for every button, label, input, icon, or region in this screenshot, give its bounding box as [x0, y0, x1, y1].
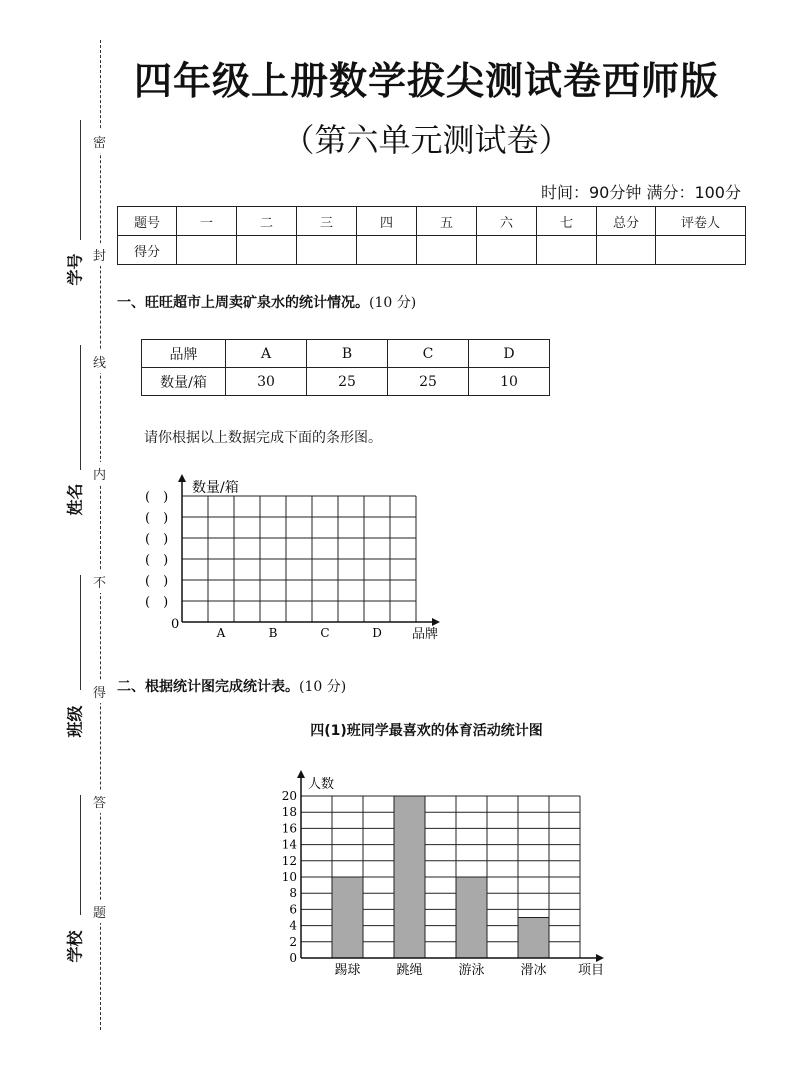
score-input-cell[interactable] — [597, 236, 656, 265]
blank-y-arrow — [178, 474, 186, 482]
section1-points: (10 分) — [369, 295, 417, 311]
time-info: 时间：90分钟 满分：100分 — [541, 183, 741, 202]
blank-tick-placeholder[interactable]: ( ) — [145, 574, 169, 589]
binding-field-line — [80, 345, 81, 470]
score-cell: 一 — [177, 207, 237, 236]
sports-bar-chart — [270, 768, 615, 983]
chart-y-tick-label: 6 — [289, 902, 297, 917]
score-cell: 三 — [297, 207, 357, 236]
score-table — [117, 206, 746, 265]
chart-y-arrow — [297, 770, 305, 778]
binding-margin-char: 得 — [93, 680, 106, 703]
section1-data-table — [141, 339, 550, 396]
blank-tick-placeholder[interactable]: ( ) — [145, 553, 169, 568]
page-subtitle: （第六单元测试卷） — [282, 121, 571, 159]
binding-margin-char: 不 — [93, 570, 106, 593]
blank-category-label: B — [268, 626, 278, 640]
score-input-cell[interactable] — [177, 236, 237, 265]
chart-y-tick-label: 2 — [289, 934, 297, 949]
binding-margin-char: 答 — [93, 790, 106, 813]
blank-chart-xlabel: 品牌 — [412, 627, 439, 642]
blank-x-arrow — [432, 618, 440, 626]
score-input-cell[interactable] — [477, 236, 537, 265]
score-cell: 七 — [537, 207, 597, 236]
score-input-cell[interactable] — [297, 236, 357, 265]
data-cell: 30 — [226, 368, 307, 396]
section1-instruction: 请你根据以上数据完成下面的条形图。 — [144, 430, 382, 446]
chart-category-label: 跳绳 — [396, 963, 423, 978]
data-table-value-row — [142, 368, 550, 396]
binding-margin-char: 封 — [93, 243, 106, 266]
chart-y-tick-label: 10 — [281, 870, 297, 884]
blank-tick-placeholder[interactable]: ( ) — [145, 595, 169, 610]
blank-category-label: D — [372, 626, 382, 640]
blank-tick-placeholder[interactable]: ( ) — [145, 532, 169, 547]
score-cell: 评卷人 — [656, 207, 746, 236]
section2-heading — [117, 676, 346, 696]
binding-field-line — [80, 795, 81, 915]
chart-y-tick-label: 16 — [281, 821, 297, 836]
blank-chart-origin: 0 — [171, 617, 180, 632]
chart-x-category-labels — [334, 962, 546, 978]
blank-chart-tick-blanks — [145, 490, 168, 610]
blank-chart-grid — [182, 496, 416, 622]
binding-field-line — [80, 575, 81, 690]
score-input-cell[interactable] — [237, 236, 297, 265]
score-input-cell[interactable] — [537, 236, 597, 265]
chart-category-label: 滑冰 — [520, 963, 547, 978]
data-cell: 品牌 — [142, 340, 226, 368]
score-input-cell[interactable] — [656, 236, 746, 265]
data-cell: B — [307, 340, 388, 368]
data-cell: D — [469, 340, 550, 368]
score-input-cell[interactable] — [357, 236, 417, 265]
score-cell: 总分 — [597, 207, 656, 236]
score-row-label: 得分 — [118, 236, 177, 265]
data-cell: 25 — [307, 368, 388, 396]
chart-bar — [332, 877, 363, 958]
blank-chart-categories — [216, 626, 382, 640]
blank-chart-axes — [178, 474, 440, 626]
chart-y-tick-label: 4 — [289, 918, 297, 933]
chart-bar — [394, 796, 425, 958]
data-cell: 10 — [469, 368, 550, 396]
binding-field-label: 姓名 — [65, 483, 85, 516]
blank-tick-placeholder[interactable]: ( ) — [145, 511, 169, 526]
data-cell: C — [388, 340, 469, 368]
binding-margin-char: 线 — [93, 350, 106, 373]
score-cell: 题号 — [118, 207, 177, 236]
score-input-cell[interactable] — [417, 236, 477, 265]
chart-bar — [456, 877, 487, 958]
blank-category-label: A — [216, 626, 226, 640]
binding-margin-char: 密 — [93, 130, 106, 153]
blank-chart-ylabel: 数量/箱 — [192, 480, 239, 496]
score-cell: 五 — [417, 207, 477, 236]
section2-points: (10 分) — [299, 679, 347, 695]
section1-heading — [117, 292, 416, 312]
chart-y-tick-label: 12 — [281, 853, 297, 868]
chart-category-label: 踢球 — [334, 963, 361, 978]
chart-y-tick-labels — [282, 789, 298, 965]
chart-ylabel: 人数 — [308, 777, 335, 792]
chart-y-tick-label: 18 — [281, 805, 297, 820]
binding-margin-char: 内 — [93, 462, 106, 485]
chart-bar — [518, 918, 549, 959]
score-cell: 六 — [477, 207, 537, 236]
blank-tick-placeholder[interactable]: ( ) — [145, 490, 169, 505]
data-table-header-row — [142, 340, 550, 368]
data-cell: A — [226, 340, 307, 368]
binding-margin-char: 题 — [93, 900, 106, 923]
chart-y-tick-label: 14 — [281, 837, 297, 852]
score-table-header-row — [118, 207, 746, 236]
chart-x-arrow — [596, 954, 604, 962]
binding-dash-line — [100, 40, 101, 1030]
data-cell: 数量/箱 — [142, 368, 226, 396]
binding-field-label: 学校 — [65, 930, 85, 963]
chart-y-tick-label: 0 — [289, 951, 297, 965]
chart-category-label: 游泳 — [458, 963, 485, 978]
page-title: 四年级上册数学拔尖测试卷西师版 — [133, 59, 719, 103]
chart-title: 四(1)班同学最喜欢的体育活动统计图 — [310, 723, 543, 739]
chart-y-tick-label: 8 — [289, 886, 297, 901]
section1-heading-text: 一、旺旺超市上周卖矿泉水的统计情况。 — [117, 295, 369, 311]
data-cell: 25 — [388, 368, 469, 396]
binding-field-label: 班级 — [65, 705, 85, 738]
chart-y-tick-label: 20 — [281, 789, 297, 803]
score-cell: 四 — [357, 207, 417, 236]
chart-xlabel: 项目 — [578, 963, 605, 978]
binding-field-label: 学号 — [65, 253, 85, 286]
score-cell: 二 — [237, 207, 297, 236]
blank-bar-chart — [140, 470, 450, 645]
section2-heading-text: 二、根据统计图完成统计表。 — [117, 679, 299, 695]
blank-category-label: C — [320, 626, 330, 640]
score-table-score-row — [118, 236, 746, 265]
